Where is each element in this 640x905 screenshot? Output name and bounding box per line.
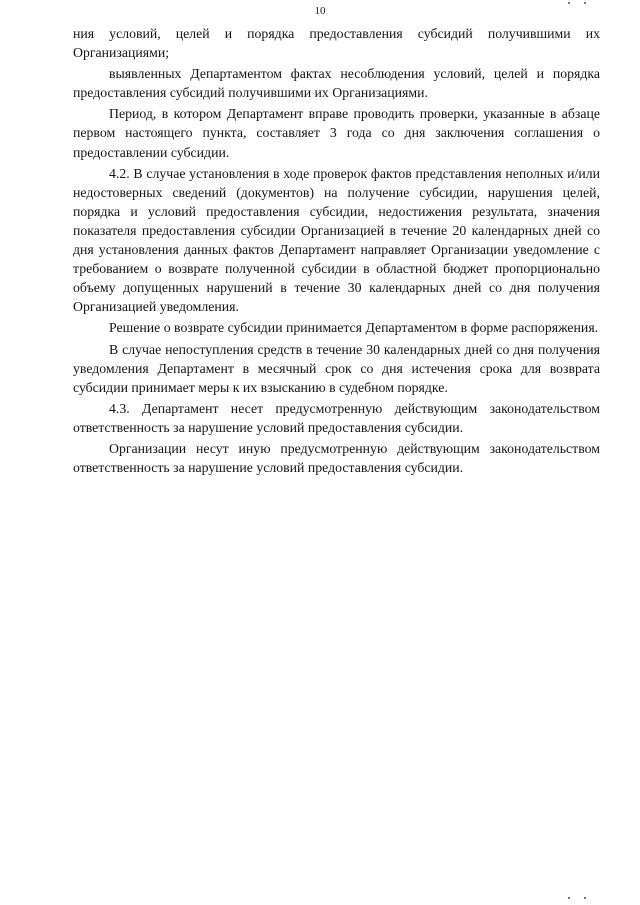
scan-speck bbox=[568, 897, 570, 899]
scan-speck bbox=[584, 2, 586, 4]
paragraph-clause-4-3: 4.3. Департамент несет предусмотренную действующим законодательством ответственность за нарушение условий предоставления субсидии. bbox=[73, 400, 600, 435]
paragraph-violations-found: выявленных Департаментом фактах несоблюдения условий, целей и порядка предоставления субсидий получившими их Организациями. bbox=[73, 66, 600, 101]
paragraph-inspection-period: Период, в котором Департамент вправе проводить проверки, указанные в абзаце первом настоящего пункта, составляет 3 года со дня заключения соглашения о предоставлении субсидии. bbox=[73, 106, 600, 160]
scan-speck bbox=[568, 2, 570, 4]
paragraph-clause-4-2: 4.2. В случае установления в ходе проверок фактов представления неполных и/или недостоверных сведений (документов) на получение субсидии, нарушения целей, порядка и условий предоставления субсидии, недостижения результата, значения показателя предоставления субсидии Организацией в течение 20 календарных дней со дня установления данных фактов Департамент направляет Организации уведомление с требованием о возврате полученной субсидии в областной бюджет пропорционально объему допущенных нарушений в течение 30 календарных дней со дня получения Организацией уведомления. bbox=[73, 165, 600, 315]
paragraph-organizations-liability: Организации несут иную предусмотренную действующим законодательством ответственность за нарушение условий предоставления субсидии. bbox=[73, 440, 600, 476]
paragraph-non-receipt: В случае непоступления средств в течение 30 календарных дней со дня получения уведомления Департамент в месячный срок со дня истечения срока для возврата субсидии принимает меры к их взысканию в судебном порядке. bbox=[73, 341, 600, 395]
paragraph-continuation: ния условий, целей и порядка предоставления субсидий получившими их Организациями; bbox=[73, 26, 600, 61]
page-number: 10 bbox=[314, 5, 326, 17]
scan-speck bbox=[584, 897, 586, 899]
paragraph-return-decision: Решение о возврате субсидии принимается Департаментом в форме распоряжения. bbox=[109, 320, 599, 336]
document-body bbox=[73, 24, 600, 479]
